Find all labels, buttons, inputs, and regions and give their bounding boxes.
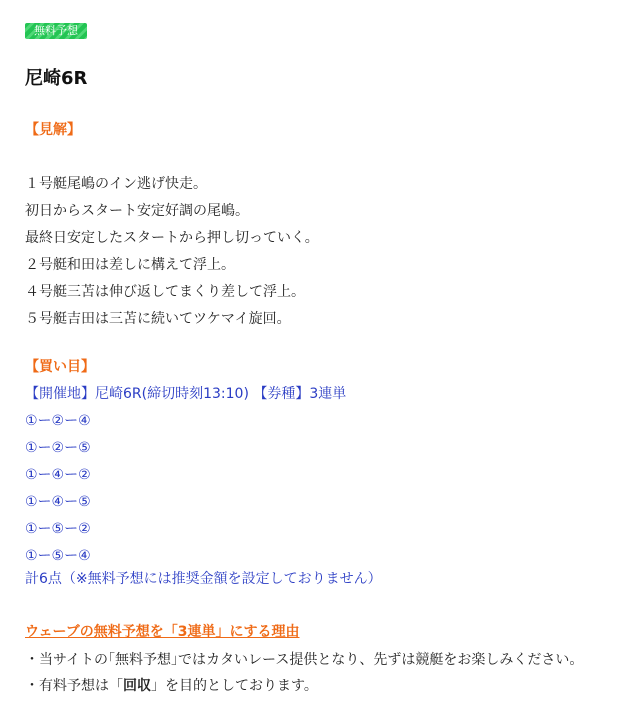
bets-info: 【開催地】尼崎6R(締切時刻13:10) 【券種】3連単 <box>25 386 347 402</box>
reason-line-2-prefix: ・有料予想は「 <box>25 678 123 694</box>
bets-total: 計6点（※無料予想には推奨金額を設定しておりません） <box>25 571 382 587</box>
bet-combo: ①ー⑤ー④ <box>25 548 91 564</box>
analysis-line: ２号艇和田は差しに構えて浮上。 <box>25 257 235 273</box>
bet-combo: ①ー④ー② <box>25 467 91 483</box>
bets-heading: 【買い目】 <box>25 359 95 375</box>
analysis-line: １号艇尾嶋のイン逃げ快走。 <box>25 176 207 192</box>
analysis-heading: 【見解】 <box>25 122 81 138</box>
reason-line-2 <box>25 676 318 696</box>
bet-combo: ①ー④ー⑤ <box>25 494 91 510</box>
free-prediction-badge: 無料予想 <box>25 23 87 39</box>
reason-line-2-emphasis: 回収 <box>123 678 151 694</box>
analysis-line: 最終日安定したスタートから押し切っていく。 <box>25 230 319 246</box>
reason-heading: ウェーブの無料予想を「3連単」にする理由 <box>25 624 300 640</box>
reason-line-2-suffix: 」を目的としております。 <box>151 678 318 694</box>
bet-combo: ①ー②ー⑤ <box>25 440 91 456</box>
reason-line-1: ・当サイトの｢無料予想｣ではカタいレース提供となり、先ずは競艇をお楽しみください。 <box>25 652 584 668</box>
analysis-line: ５号艇吉田は三苫に続いてツケマイ旋回。 <box>25 311 291 327</box>
analysis-line: 初日からスタート安定好調の尾嶋。 <box>25 203 249 219</box>
page-title: 尼崎6R <box>25 68 88 89</box>
analysis-line: ４号艇三苫は伸び返してまくり差して浮上。 <box>25 284 305 300</box>
bet-combo: ①ー⑤ー② <box>25 521 91 537</box>
bet-combo: ①ー②ー④ <box>25 413 91 429</box>
